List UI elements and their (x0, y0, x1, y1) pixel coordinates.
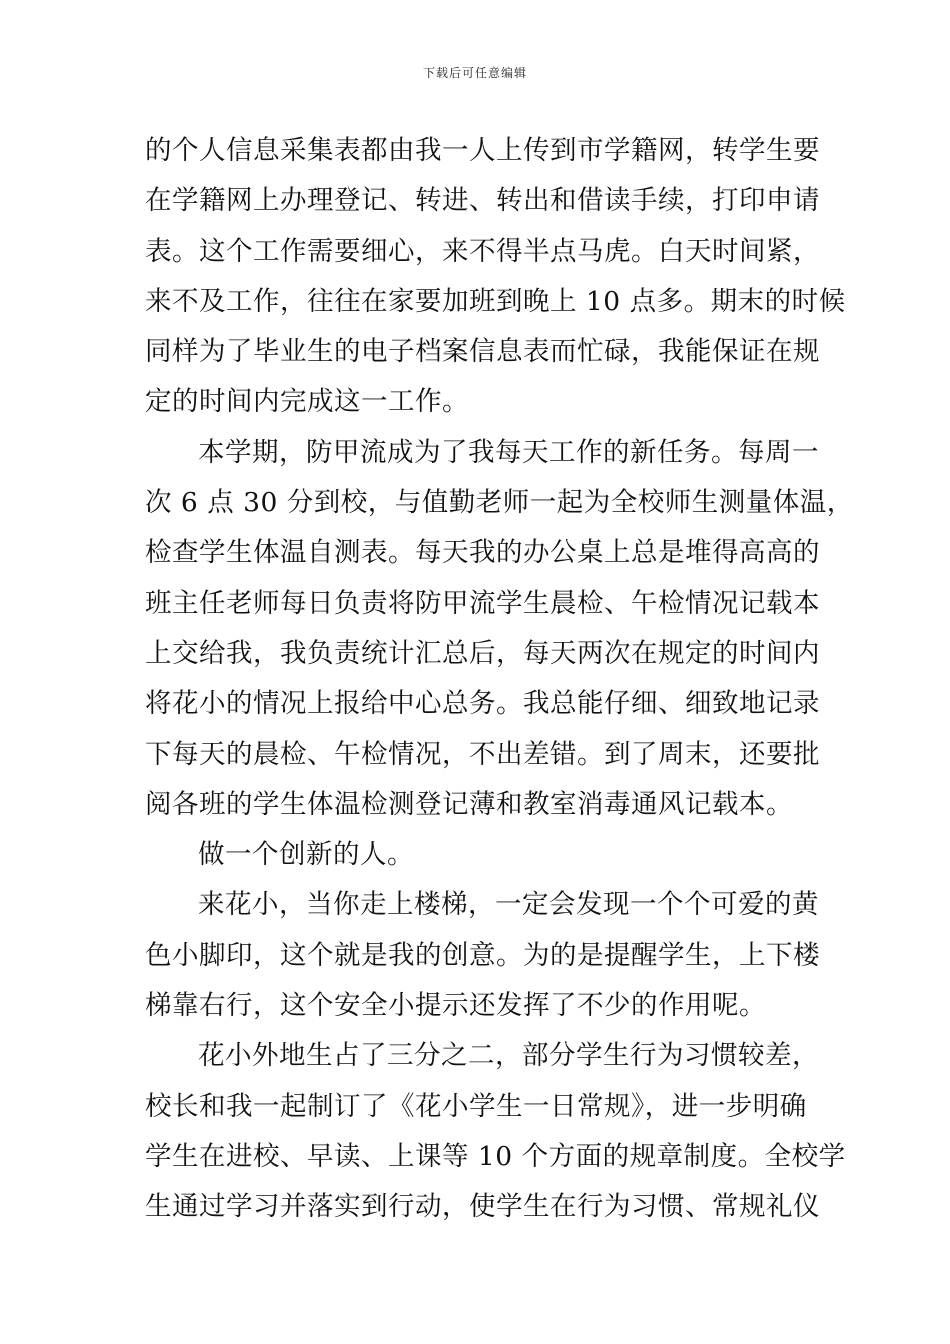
text-line: 同样为了毕业生的电子档案信息表而忙碌，我能保证在规 (145, 336, 820, 368)
text-line: 生通过学习并落实到行动，使学生在行为习惯、常规礼仪 (145, 1191, 820, 1223)
text-line: 上交给我，我负责统计汇总后，每天两次在规定的时间内 (145, 637, 820, 669)
text-line: 来不及工作，往往在家要加班到晚上 10 点多。期末的时候 (145, 285, 846, 317)
text-line: 将花小的情况上报给中心总务。我总能仔细、细致地记录 (145, 688, 820, 720)
text-line: 班主任老师每日负责将防甲流学生晨检、午检情况记载本 (145, 587, 820, 619)
paragraph-first-line: 花小外地生占了三分之二，部分学生行为习惯较差， (198, 1040, 819, 1072)
paragraph-first-line: 本学期，防甲流成为了我每天工作的新任务。每周一 (198, 436, 819, 468)
text-line: 阅各班的学生体温检测登记薄和教室消毒通风记载本。 (145, 788, 793, 820)
page-header-note: 下载后可任意编辑 (422, 66, 527, 80)
text-line: 下每天的晨检、午检情况，不出差错。到了周末，还要批 (145, 738, 820, 770)
text-line: 检查学生体温自测表。每天我的办公桌上总是堆得高高的 (145, 537, 820, 569)
section-heading-line: 做一个创新的人。 (198, 839, 414, 871)
paragraph-first-line: 来花小，当你走上楼梯，一定会发现一个个可爱的黄 (198, 889, 819, 921)
text-line: 学生在进校、早读、上课等 10 个方面的规章制度。全校学 (145, 1140, 846, 1172)
text-line: 的个人信息采集表都由我一人上传到市学籍网，转学生要 (145, 135, 820, 166)
document-body (145, 126, 854, 1233)
text-line: 次 6 点 30 分到校，与值勤老师一起为全校师生测量体温， (145, 487, 854, 519)
text-line: 定的时间内完成这一工作。 (145, 386, 469, 418)
text-line: 校长和我一起制订了《花小学生一日常规》，进一步明确 (145, 1090, 807, 1122)
text-line: 表。这个工作需要细心，来不得半点马虎。白天时间紧， (145, 235, 820, 267)
text-line: 色小脚印，这个就是我的创意。为的是提醒学生，上下楼 (145, 939, 820, 971)
text-line: 梯靠右行，这个安全小提示还发挥了不少的作用呢。 (145, 990, 766, 1022)
text-line: 在学籍网上办理登记、转进、转出和借读手续，打印申请 (145, 185, 820, 217)
